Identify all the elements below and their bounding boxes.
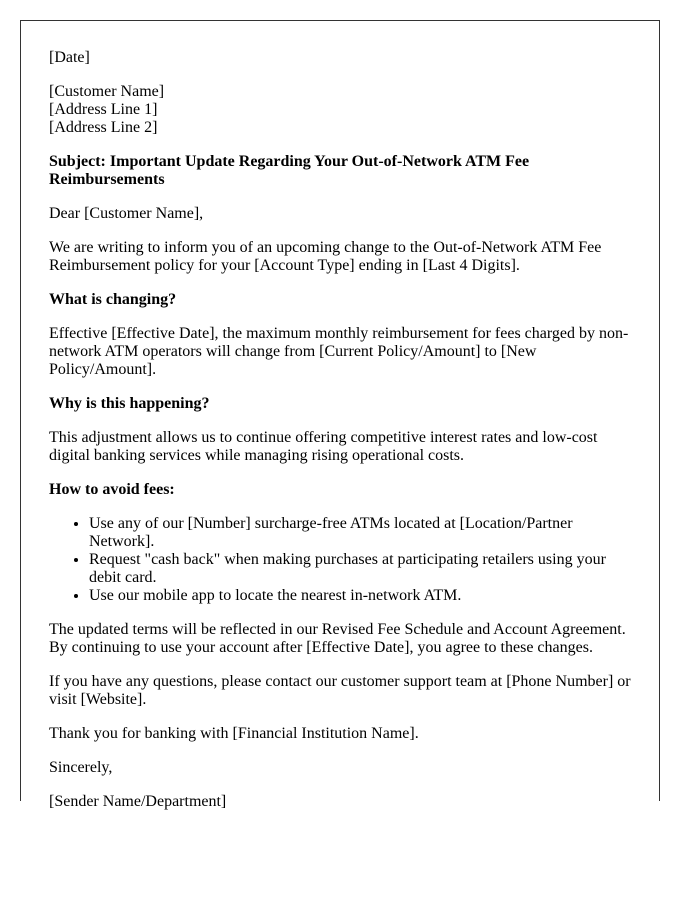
date: [Date] bbox=[49, 49, 90, 66]
terms-paragraph: The updated terms will be reflected in our Revised Fee Schedule and Account Agreement. By continuing to use your account after [Effective Date], you agree to these changes. bbox=[49, 621, 626, 656]
list-item: • Use any of our [Number] surcharge-free ATMs located at [Location/Partner Network]. bbox=[89, 515, 631, 551]
list-item: • Use our mobile app to locate the nearest in-network ATM. bbox=[89, 587, 631, 605]
section-heading: What is changing? bbox=[49, 291, 177, 308]
salutation: Dear [Customer Name], bbox=[49, 205, 204, 222]
intro-paragraph: We are writing to inform you of an upcoming change to the Out-of-Network ATM Fee Reimbursement policy for your [Account Type] ending in [Last 4 Digits]. bbox=[49, 239, 602, 274]
closing: Sincerely, bbox=[49, 759, 113, 776]
thanks-paragraph: Thank you for banking with [Financial Institution Name]. bbox=[49, 725, 419, 742]
address-line-1: [Address Line 1] bbox=[49, 101, 158, 118]
section-body: Effective [Effective Date], the maximum monthly reimbursement for fees charged by non-network ATM operators will change from [Current Policy/Amount] to [New Policy/Amount]. bbox=[49, 325, 629, 378]
address-line-2: [Address Line 2] bbox=[49, 119, 158, 136]
list-item: • Request "cash back" when making purchases at participating retailers using your debit card. bbox=[89, 551, 631, 587]
recipient-block bbox=[49, 83, 631, 137]
subject-line: Subject: Important Update Regarding Your Out-of-Network ATM Fee Reimbursements bbox=[49, 153, 530, 188]
contact-paragraph: If you have any questions, please contact our customer support team at [Phone Number] or visit [Website]. bbox=[49, 673, 631, 708]
letter-page bbox=[20, 20, 660, 810]
section-heading: How to avoid fees: bbox=[49, 481, 175, 498]
sender: [Sender Name/Department] bbox=[49, 793, 227, 810]
section-heading: Why is this happening? bbox=[49, 395, 210, 412]
section-body: This adjustment allows us to continue offering competitive interest rates and low-cost digital banking services while managing rising operational costs. bbox=[49, 429, 598, 464]
recipient-name: [Customer Name] bbox=[49, 83, 165, 100]
tips-list bbox=[49, 515, 631, 605]
